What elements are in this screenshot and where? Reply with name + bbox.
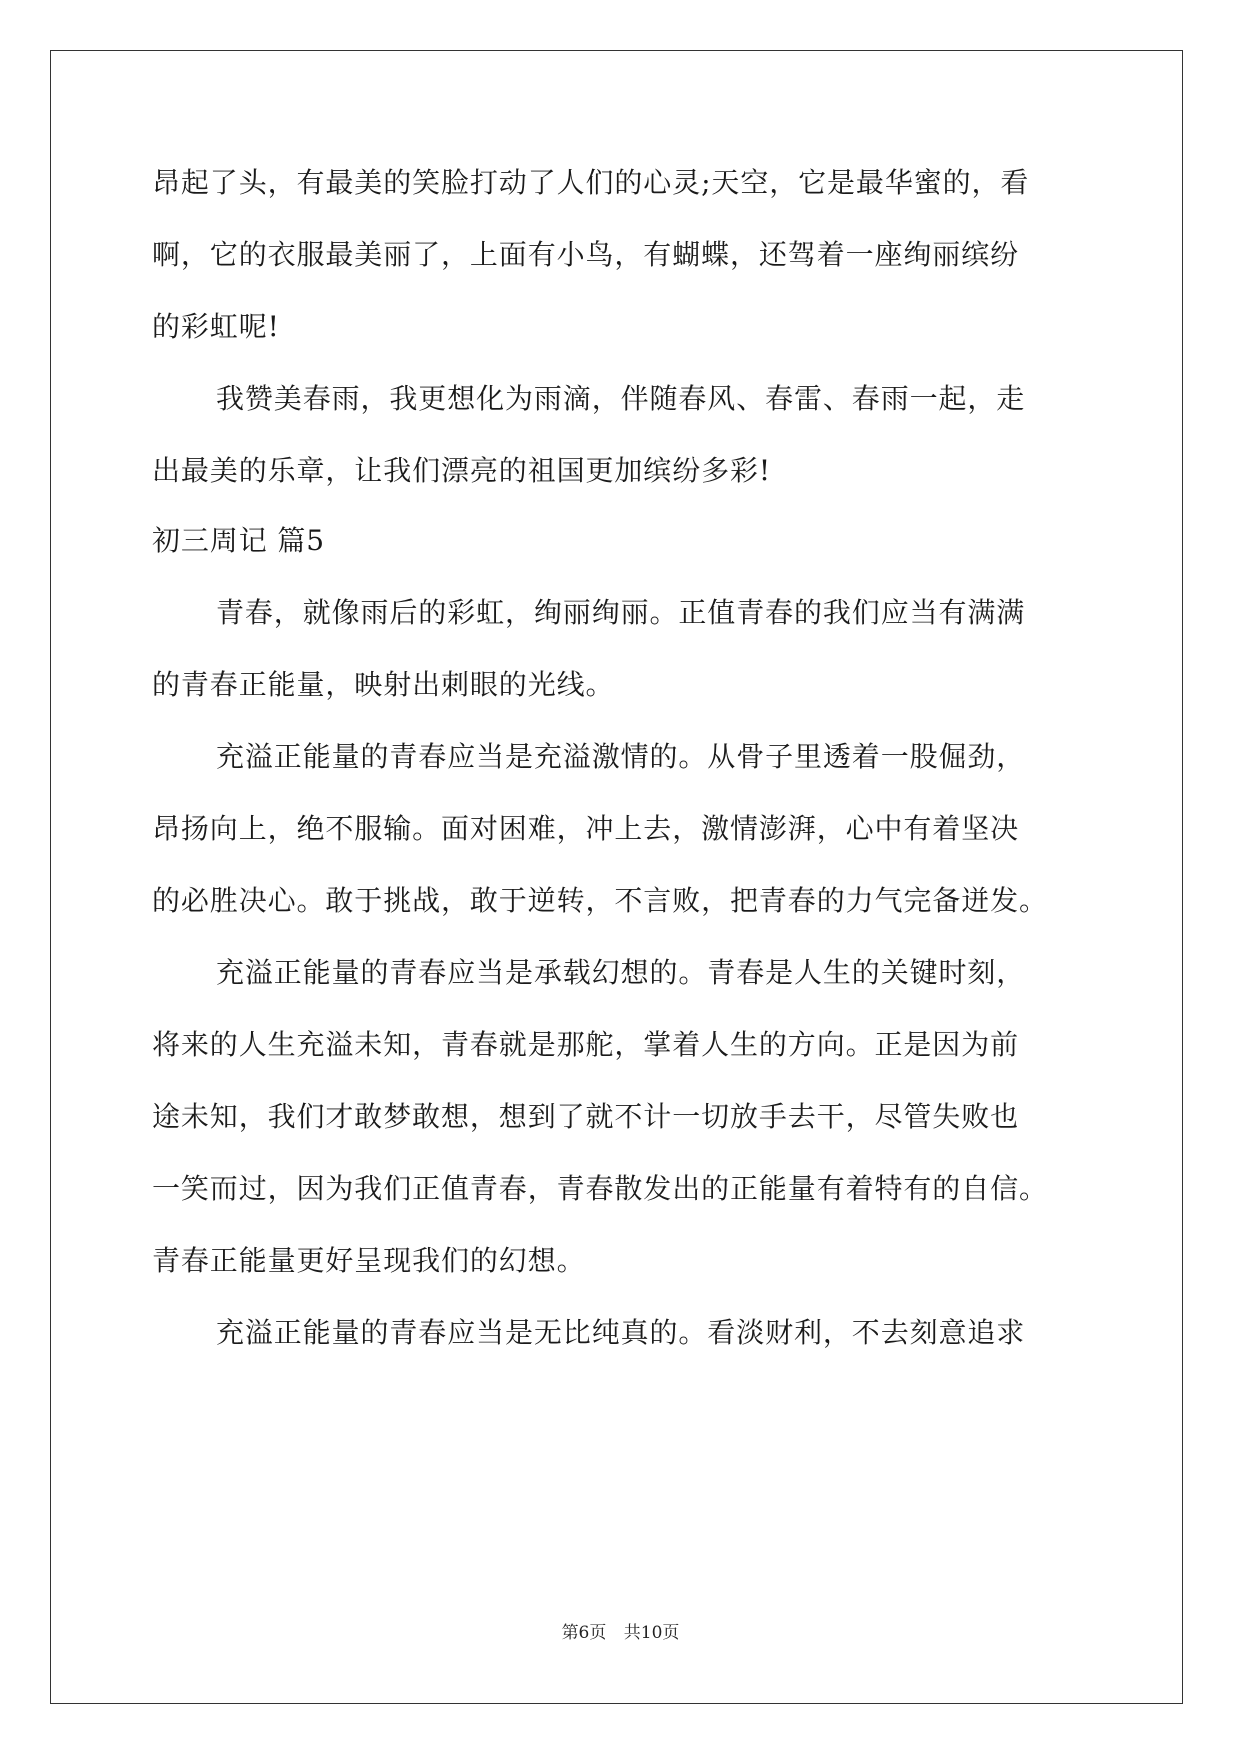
paragraph-line: 青春正能量更好呈现我们的幻想。: [152, 1244, 586, 1277]
section-heading: 初三周记 篇5: [152, 524, 326, 557]
page-number-total: 共10页: [623, 1623, 680, 1643]
page-border: [50, 50, 1183, 1704]
page-footer: [0, 1618, 1241, 1643]
paragraph-line: 的彩虹呢!: [152, 310, 280, 343]
paragraph-line: 的青春正能量，映射出刺眼的光线。: [152, 668, 615, 701]
paragraph-line: 啊，它的衣服最美丽了，上面有小鸟，有蝴蝶，还驾着一座绚丽缤纷: [152, 238, 1020, 271]
paragraph-line: 昂扬向上，绝不服输。面对困难，冲上去，激情澎湃，心中有着坚决: [152, 812, 1020, 845]
paragraph-line: 充溢正能量的青春应当是无比纯真的。看淡财利，不去刻意追求: [216, 1316, 1026, 1349]
paragraph-line: 青春，就像雨后的彩虹，绚丽绚丽。正值青春的我们应当有满满: [216, 596, 1026, 629]
page-number-current: 第6页: [561, 1623, 607, 1643]
paragraph-line: 我赞美春雨，我更想化为雨滴，伴随春风、春雷、春雨一起，走: [216, 382, 1026, 415]
paragraph-line: 途未知，我们才敢梦敢想，想到了就不计一切放手去干，尽管失败也: [152, 1100, 1020, 1133]
paragraph-line: 出最美的乐章，让我们漂亮的祖国更加缤纷多彩!: [152, 454, 772, 487]
paragraph-line: 的必胜决心。敢于挑战，敢于逆转，不言败，把青春的力气完备迸发。: [152, 884, 1048, 917]
paragraph-line: 一笑而过，因为我们正值青春，青春散发出的正能量有着特有的自信。: [152, 1172, 1048, 1205]
paragraph-line: 将来的人生充溢未知，青春就是那舵，掌着人生的方向。正是因为前: [152, 1028, 1020, 1061]
paragraph-line: 充溢正能量的青春应当是承载幻想的。青春是人生的关键时刻，: [216, 956, 1026, 989]
paragraph-line: 昂起了头，有最美的笑脸打动了人们的心灵;天空，它是最华蜜的，看: [152, 166, 1030, 199]
paragraph-line: 充溢正能量的青春应当是充溢激情的。从骨子里透着一股倔劲，: [216, 740, 1026, 773]
